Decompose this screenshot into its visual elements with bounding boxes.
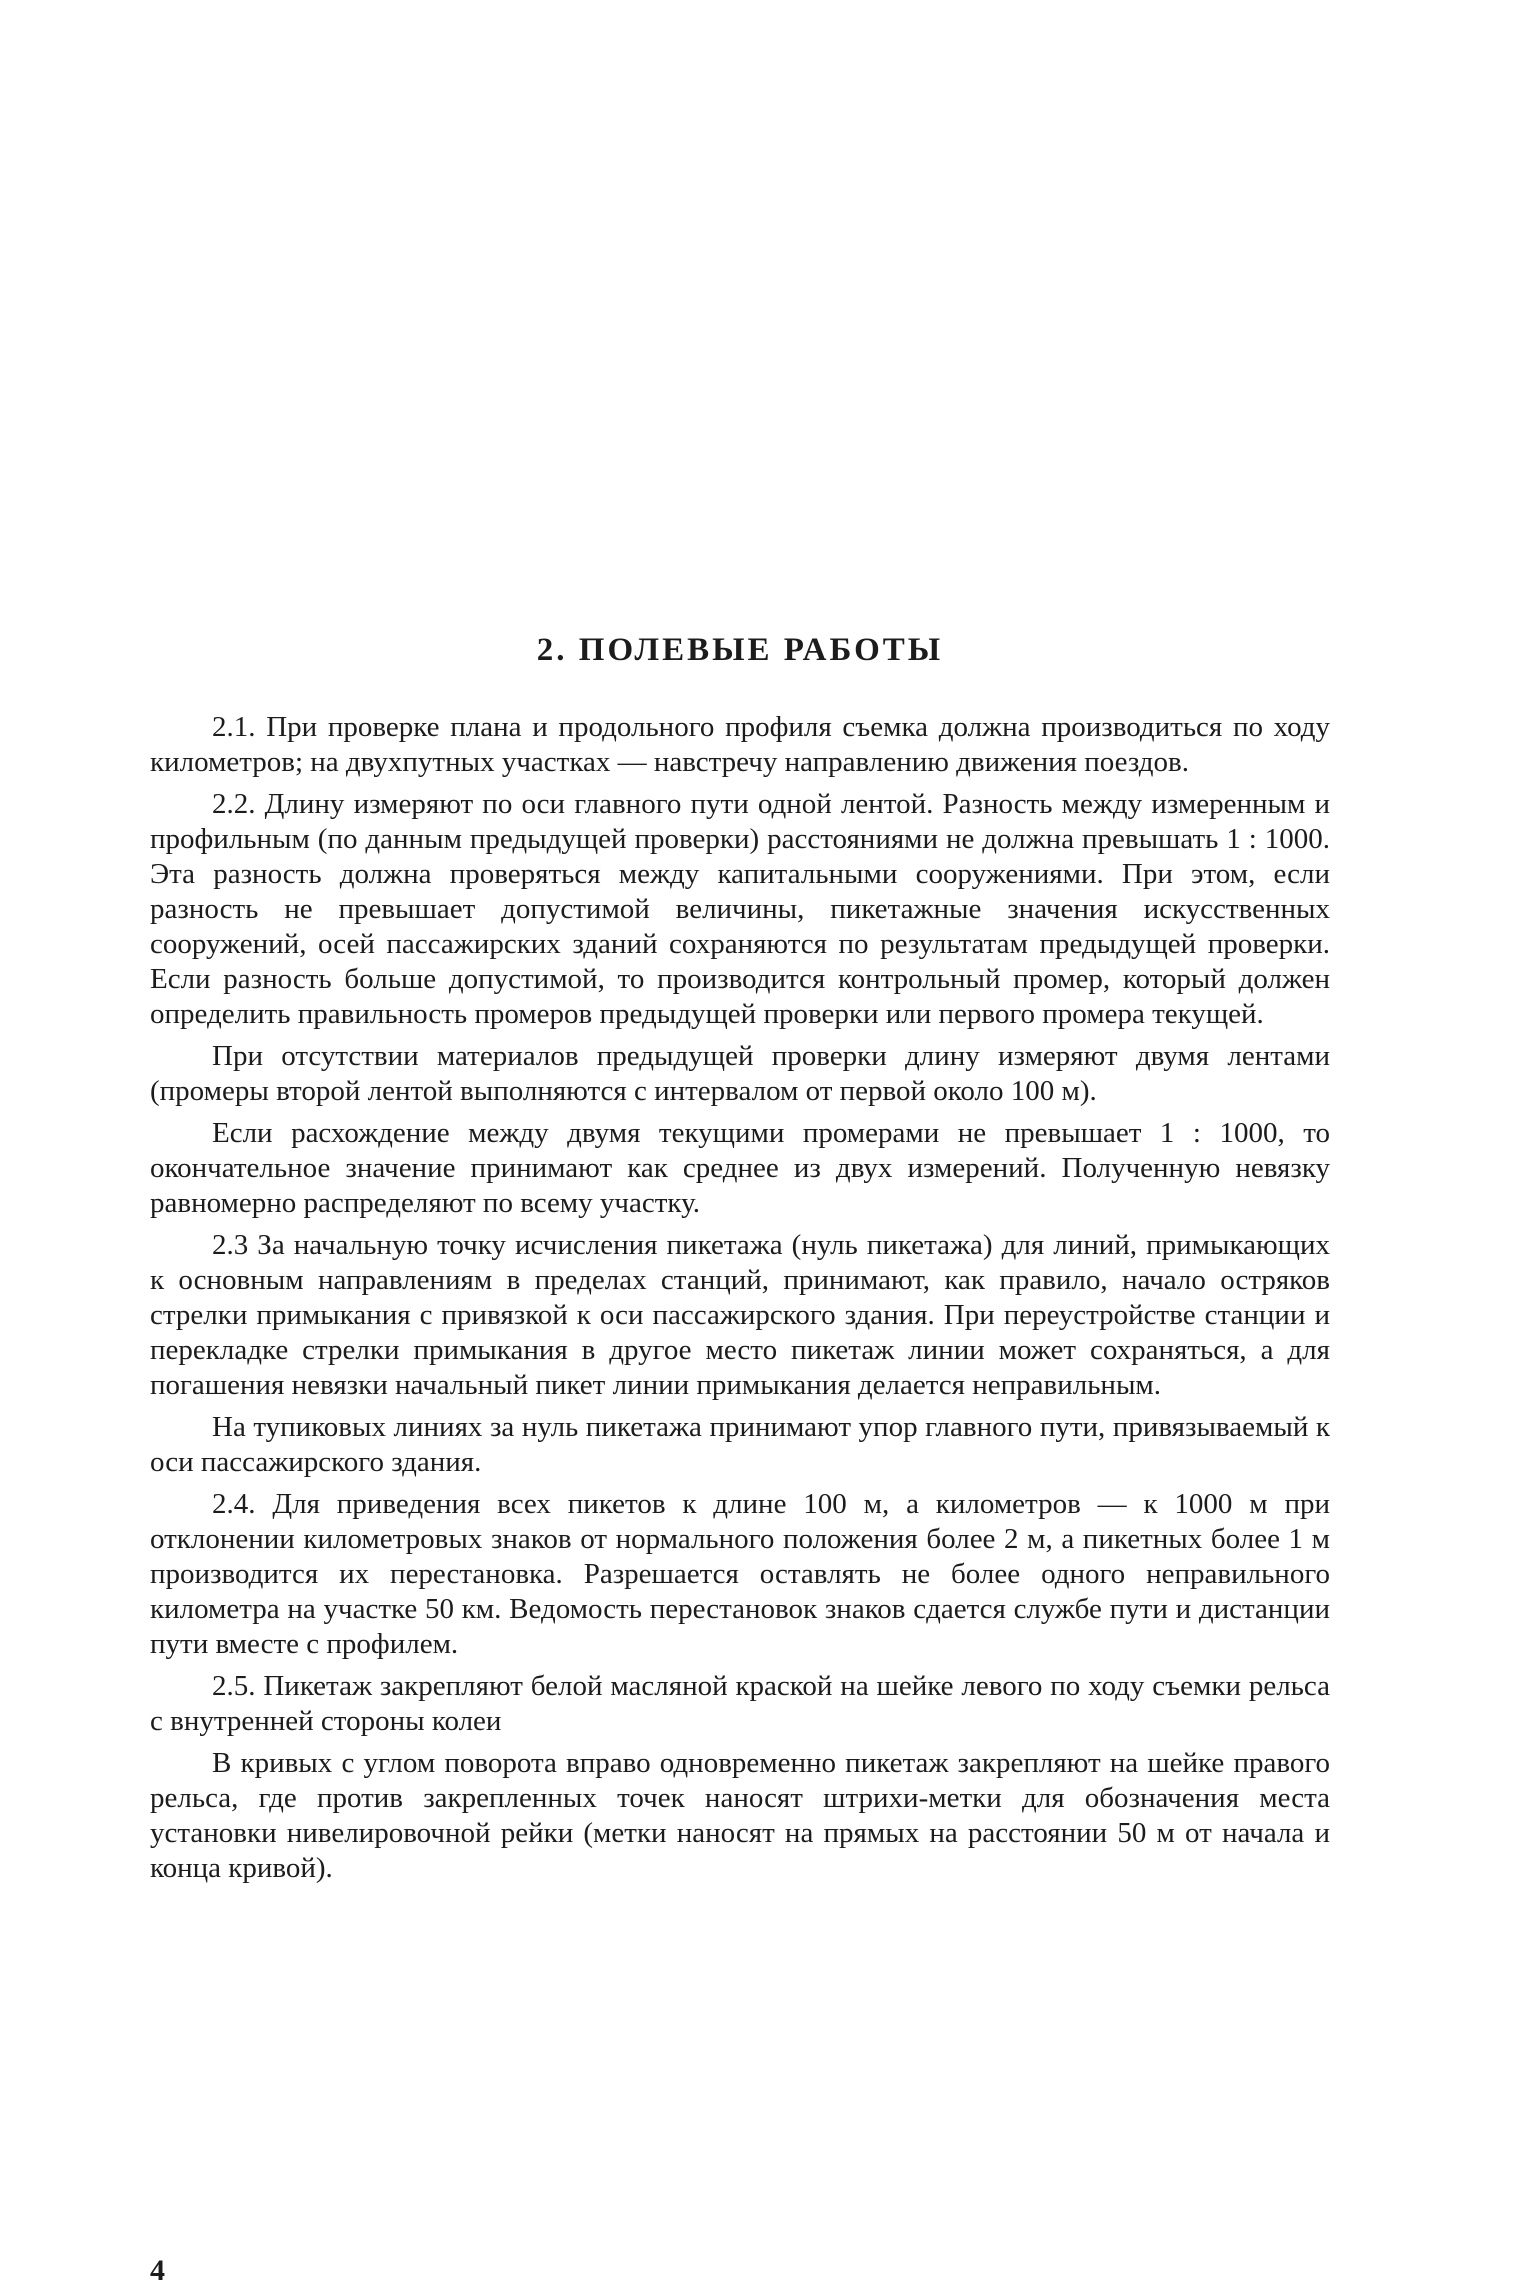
paragraph-2-1: 2.1. При проверке плана и продольного профиля съемка должна производиться по ходу километров; на двухпутных участках — навстречу направлению движения поездов. bbox=[150, 711, 1330, 778]
section-title: 2. ПОЛЕВЫЕ РАБОТЫ bbox=[536, 632, 944, 668]
paragraph-discrepancy: Если расхождение между двумя текущими промерами не превышает 1 : 1000, то окончательное значение принимают как среднее из двух измерений. Полученную невязку равномерно распределяют по всему участку. bbox=[150, 1117, 1330, 1219]
paragraph-curves: В кривых с углом поворота вправо одновременно пикетаж закрепляют на шейке правого рельса, где против закрепленных точек наносят штрихи-метки для обозначения места установки нивелировочной рейки (метки наносят на прямых на расстоянии 50 м от начала и конца кривой). bbox=[150, 1747, 1330, 1884]
paragraph-2-2: 2.2. Длину измеряют по оси главного пути одной лентой. Разность между измеренным и профильным (по данным предыдущей проверки) расстояниями не должна превышать 1 : 1000. Эта разность должна проверяться между капитальными сооружениями. При этом, если разность не превышает допустимой величины, пикетажные значения искусственных сооружений, осей пассажирских зданий сохраняются по результатам предыдущей проверки. Если разность больше допустимой, то производится контрольный промер, который должен определить правильность промеров предыдущей проверки или первого промера текущей. bbox=[150, 788, 1330, 1030]
page-number: 4 bbox=[150, 2254, 165, 2287]
paragraph-2-5: 2.5. Пикетаж закрепляют белой масляной краской на шейке левого по ходу съемки рельса с внутренней стороны колеи bbox=[150, 1670, 1330, 1737]
paragraph-dead-end-lines: На тупиковых линиях за нуль пикетажа принимают упор главного пути, привязываемый к оси пассажирского здания. bbox=[150, 1411, 1330, 1478]
paragraph-2-4: 2.4. Для приведения всех пикетов к длине 100 м, а километров — к 1000 м при отклонении километровых знаков от нормального положения более 2 м, а пикетных более 1 м производится их перестановка. Разрешается оставлять не более одного неправильного километра на участке 50 км. Ведомость перестановок знаков сдается службе пути и дистанции пути вместе с профилем. bbox=[150, 1488, 1330, 1660]
paragraph-no-previous-data: При отсутствии материалов предыдущей проверки длину измеряют двумя лентами (промеры второй лентой выполняются с интервалом от первой около 100 м). bbox=[150, 1040, 1330, 1107]
section-body bbox=[150, 710, 1330, 1893]
paragraph-2-3: 2.3 За начальную точку исчисления пикетажа (нуль пикетажа) для линий, примыкающих к основным направлениям в пределах станций, принимают, как правило, начало остряков стрелки примыкания с привязкой к оси пассажирского здания. При переустройстве станции и перекладке стрелки примыкания в другое место пикетаж линии может сохраняться, а для погашения невязки начальный пикет линии примыкания делается неправильным. bbox=[150, 1229, 1330, 1401]
